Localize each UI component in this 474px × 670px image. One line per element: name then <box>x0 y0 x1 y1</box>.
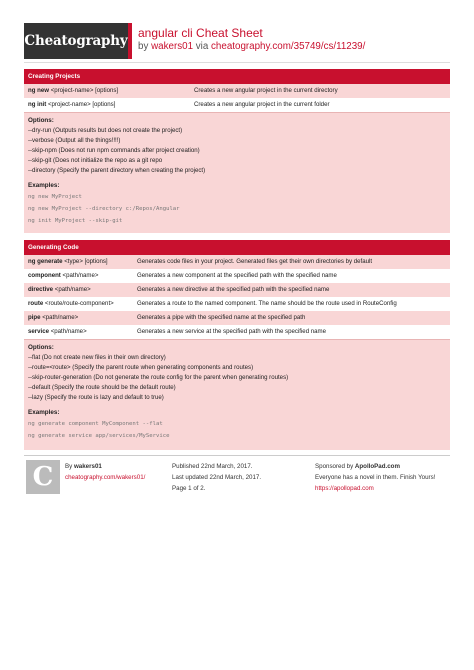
section-creating-projects <box>24 69 450 233</box>
command-description: Generates code files in your project. Generated files get their own directories by default <box>137 258 373 265</box>
example-code: ng generate component MyComponent --flat <box>28 421 163 428</box>
page-footer <box>24 459 450 499</box>
command-args: <project-name> [options] <box>49 87 119 94</box>
sponsor-text: Everyone has a novel in them. Finish Yours! <box>315 474 436 481</box>
table-row <box>24 297 450 311</box>
option-line: --flat (Do not create new files in their own directory) <box>28 354 166 361</box>
footer-divider <box>24 455 450 456</box>
command-args: <path/name> <box>53 286 91 293</box>
option-line: --skip-router-generation (Do not generate the route config for the parent when generating routes) <box>28 374 289 382</box>
section-heading: Creating Projects <box>24 69 450 84</box>
options-label: Options: <box>28 344 54 351</box>
command-args: <type> [options] <box>62 258 108 265</box>
example-code: ng new MyProject <box>28 194 82 201</box>
option-line: --route=<route> (Specify the parent route when generating components and routes) <box>28 364 254 372</box>
footer-author-link[interactable]: cheatography.com/wakers01/ <box>65 474 146 481</box>
page-title: angular cli Cheat Sheet <box>138 26 263 40</box>
sheet-url-link[interactable]: cheatography.com/35749/cs/11239/ <box>211 41 366 52</box>
example-code: ng init MyProject --skip-git <box>28 218 123 225</box>
byline <box>138 41 365 52</box>
command-args: <path/name> <box>49 328 87 335</box>
via-label: via <box>195 41 209 52</box>
section-heading: Generating Code <box>24 240 450 255</box>
updated-date: Last updated 22nd March, 2017. <box>172 474 262 481</box>
command-name: pipe <box>28 314 41 321</box>
footer-dates <box>172 461 261 494</box>
command-description: Generates a new service at the specified path with the specified name <box>137 328 327 335</box>
command-name: ng new <box>28 87 49 94</box>
table-row <box>24 269 450 283</box>
command-args: <path/name> <box>40 314 79 321</box>
command-description: Creates a new angular project in the current directory <box>194 87 338 94</box>
footer-author <box>65 461 145 483</box>
option-line: --default (Specify the route should be the default route) <box>28 384 176 392</box>
examples-label: Examples: <box>28 182 60 190</box>
table-row <box>24 84 450 98</box>
examples-label: Examples: <box>28 409 60 417</box>
command-name: directive <box>28 286 54 293</box>
command-args: <route/route-component> <box>43 300 114 307</box>
command-args: <project-name> [options] <box>46 101 116 108</box>
page-number: Page 1 of 2. <box>172 485 206 492</box>
options-label: Options: <box>28 117 54 124</box>
command-name: service <box>28 328 50 335</box>
table-row <box>24 311 450 325</box>
page-header <box>24 23 450 59</box>
command-description: Generates a route to the named component. The name should be the route used in RouteConfig <box>137 300 397 307</box>
sponsor-label: Sponsored by <box>315 463 354 470</box>
command-name: ng init <box>28 101 47 108</box>
option-line: --skip-git (Does not initialize the repo as a git repo <box>28 157 163 165</box>
command-description: Generates a pipe with the specified name at the specified path <box>137 314 306 321</box>
command-description: Creates a new angular project in the current folder <box>194 101 330 108</box>
notes-block <box>24 339 450 450</box>
notes-block <box>24 112 450 233</box>
sponsor-link[interactable]: https://apollopad.com <box>315 485 374 492</box>
option-line: --skip-npm (Does not run npm commands after project creation) <box>28 147 200 155</box>
author-link[interactable]: wakers01 <box>151 41 194 52</box>
table-row <box>24 325 450 339</box>
command-name: route <box>28 300 44 307</box>
option-line: --dry-run (Outputs results but does not create the project) <box>28 127 183 134</box>
command-args: <path/name> <box>60 272 99 279</box>
command-description: Generates a new directive at the specified path with the specified name <box>137 286 330 293</box>
option-line: --verbose (Output all the things!!!!) <box>28 137 121 145</box>
published-date: Published 22nd March, 2017. <box>172 463 253 470</box>
logo-accent-bar <box>128 23 132 59</box>
cheatography-logo[interactable]: Cheatography <box>24 23 128 59</box>
section-generating-code <box>24 240 450 450</box>
footer-sponsor <box>315 461 435 494</box>
example-code: ng generate service app/services/MyService <box>28 433 170 440</box>
option-line: --lazy (Specify the route is lazy and default to true) <box>28 394 164 402</box>
command-name: component <box>28 272 61 279</box>
cheatography-footer-logo[interactable]: C <box>26 460 60 494</box>
by-label: By <box>65 463 73 470</box>
example-code: ng new MyProject --directory c:/Repos/Angular <box>28 206 180 213</box>
table-row <box>24 283 450 297</box>
table-row <box>24 98 450 112</box>
header-divider <box>24 62 450 63</box>
table-row <box>24 255 450 269</box>
footer-author-name[interactable]: wakers01 <box>73 463 102 470</box>
command-name: ng generate <box>28 258 63 265</box>
sponsor-name[interactable]: ApolloPad.com <box>354 463 400 470</box>
by-label: by <box>138 41 149 52</box>
command-description: Generates a new component at the specified path with the specified name <box>137 272 337 279</box>
option-line: --directory (Specify the parent directory when creating the project) <box>28 167 206 175</box>
